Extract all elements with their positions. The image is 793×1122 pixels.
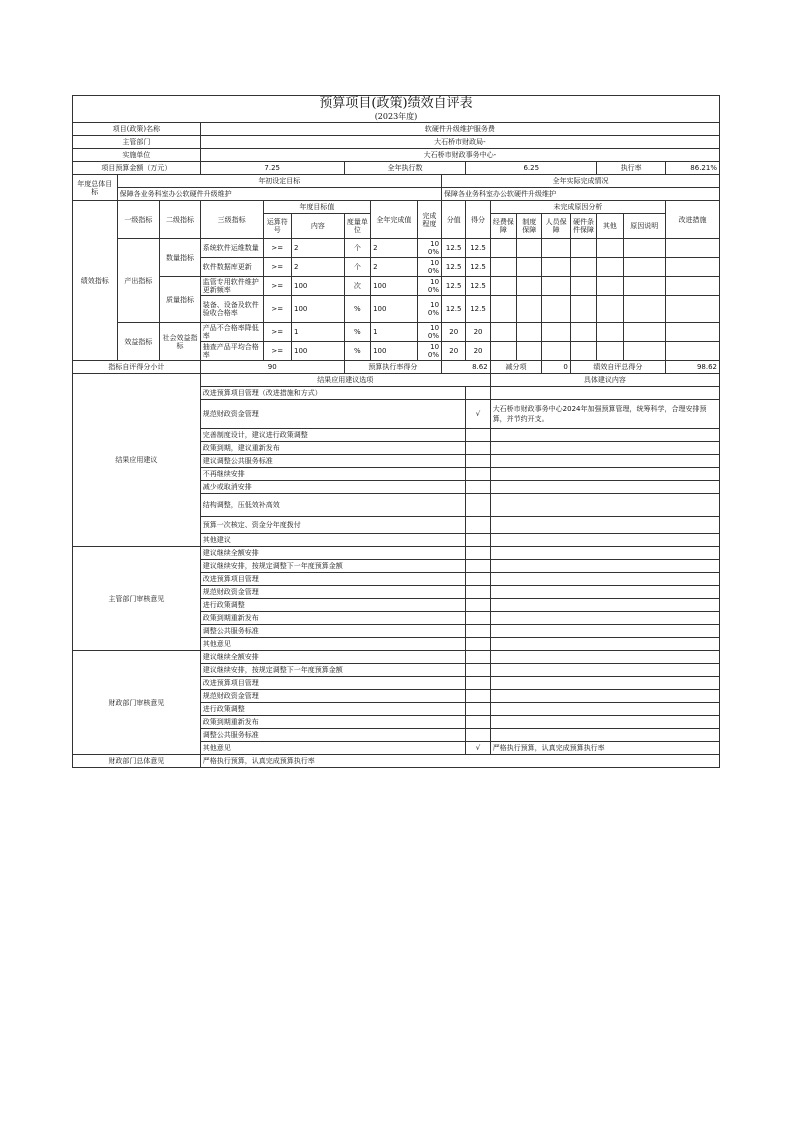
unit-value: 大石桥市财政事务中心- [200,149,719,162]
form-table [72,95,720,768]
empty-cell [542,277,570,296]
target-header: 年度目标值 [263,201,370,214]
indicator-score: 12.5 [442,296,466,323]
empty-cell [623,277,666,296]
result-option: 不再继续安排 [200,468,466,481]
empty-cell [623,296,666,323]
dept-review-option: 建议继续全额安排 [200,547,466,560]
dept-review-option: 建议继续安排，按规定调整下一年度预算金额 [200,560,466,573]
result-option: 政策到期，建议重新发布 [200,442,466,455]
budget-score-label: 预算执行率得分 [344,361,441,374]
result-note [490,455,719,468]
indicator-content: 1 [291,323,344,342]
empty-cell [666,239,720,258]
dept-review-option: 其他意见 [200,638,466,651]
result-check [466,455,490,468]
indicator-score: 12.5 [442,258,466,277]
result-note [490,442,719,455]
exec-label: 全年执行数 [344,162,466,175]
result-note [490,517,719,534]
reason-fund: 经费保障 [490,214,516,239]
goal-label: 年度总体目标 [73,175,118,201]
empty-cell [490,277,516,296]
indicator-name: 系统软件运维数量 [200,239,263,258]
dept-review-check [466,599,490,612]
empty-cell [666,323,720,342]
indicator-unit: % [344,342,370,361]
fin-review-label: 财政部门审核意见 [73,651,201,755]
rate-value: 86.21% [666,162,720,175]
empty-cell [597,296,623,323]
empty-cell [666,296,720,323]
project-name: 软硬件升级维护服务费 [200,123,719,136]
fin-review-check [466,664,490,677]
fin-review-option: 进行政策调整 [200,703,466,716]
perf-label: 绩效指标 [73,201,118,361]
indicator-done: 1 [371,323,418,342]
indicator-content: 2 [291,258,344,277]
fin-review-check: √ [466,742,490,755]
result-option: 规范财政资金管理 [200,400,466,429]
group-quality: 质量指标 [160,277,201,323]
indicator-op: >= [263,258,291,277]
empty-cell [666,277,720,296]
indicator-got: 12.5 [466,277,490,296]
result-note [490,494,719,517]
result-check [466,387,490,400]
dept-review-check [466,560,490,573]
dept-review-note [490,586,719,599]
empty-cell [517,323,542,342]
empty-cell [490,342,516,361]
overall-text: 严格执行预算，认真完成预算执行率 [200,755,719,768]
empty-cell [542,239,570,258]
reason-system: 制度保障 [517,214,542,239]
result-check [466,442,490,455]
indicator-degree: 100% [417,296,441,323]
indicator-unit: 个 [344,258,370,277]
indicator-name: 抽查产品平均合格率 [200,342,263,361]
empty-cell [490,296,516,323]
goal-actual-label: 全年实际完成情况 [442,175,720,188]
empty-cell [570,296,596,323]
fin-review-note: 严格执行预算，认真完成预算执行率 [490,742,719,755]
indicator-got: 12.5 [466,258,490,277]
result-note [490,534,719,547]
form-year: (2023年度) [374,112,418,121]
got-header: 得分 [466,201,490,239]
empty-cell [517,239,542,258]
dept-review-option: 政策到期重新发布 [200,612,466,625]
result-note [490,468,719,481]
empty-cell [542,296,570,323]
indicator-unit: 次 [344,277,370,296]
dept-review-label: 主管部门审核意见 [73,547,201,651]
fin-review-check [466,703,490,716]
fin-review-note [490,729,719,742]
indicator-score: 20 [442,342,466,361]
budget-label: 项目预算金额（万元） [73,162,201,175]
form-header [73,96,720,123]
budget-value: 7.25 [200,162,344,175]
level1-header: 一级指标 [117,201,160,239]
dept-review-note [490,560,719,573]
improve-header: 改进措施 [666,201,720,239]
indicator-got: 20 [466,323,490,342]
dept-review-note [490,638,719,651]
unit-header: 度量单位 [344,214,370,239]
empty-cell [570,239,596,258]
deduct-value: 0 [542,361,570,374]
fin-review-note [490,664,719,677]
fin-review-option: 调整公共服务标准 [200,729,466,742]
dept-review-check [466,547,490,560]
dept-review-option: 改进预算项目管理 [200,573,466,586]
indicator-done: 100 [371,296,418,323]
empty-cell [542,342,570,361]
fin-review-option: 规范财政资金管理 [200,690,466,703]
empty-cell [597,258,623,277]
project-name-label: 项目(政策)名称 [73,123,201,136]
result-check [466,481,490,494]
result-check [466,534,490,547]
dept-review-check [466,625,490,638]
empty-cell [490,239,516,258]
subtotal-label: 指标自评得分小计 [73,361,201,374]
indicator-got: 12.5 [466,239,490,258]
total-value: 98.62 [666,361,720,374]
empty-cell [597,342,623,361]
budget-score-value: 8.62 [442,361,491,374]
empty-cell [597,277,623,296]
level2-header: 二级指标 [160,201,201,239]
score-header: 分值 [442,201,466,239]
dept-review-option: 规范财政资金管理 [200,586,466,599]
result-option: 完善制度设计，建议进行政策调整 [200,429,466,442]
indicator-name: 装备、设备及软件验收合格率 [200,296,263,323]
reason-other: 其他 [597,214,623,239]
goal-initial-label: 年初设定目标 [117,175,441,188]
dept-review-note [490,612,719,625]
empty-cell [623,323,666,342]
reason-staff: 人员保障 [542,214,570,239]
indicator-op: >= [263,296,291,323]
indicator-degree: 100% [417,323,441,342]
total-label: 绩效自评总得分 [570,361,665,374]
fin-review-option: 政策到期重新发布 [200,716,466,729]
dept-review-note [490,625,719,638]
empty-cell [623,258,666,277]
dept-review-option: 调整公共服务标准 [200,625,466,638]
indicator-name: 产品不合格率降低率 [200,323,263,342]
dept-review-option: 进行政策调整 [200,599,466,612]
empty-cell [623,239,666,258]
indicator-unit: % [344,323,370,342]
group-quantity: 数量指标 [160,239,201,277]
empty-cell [570,342,596,361]
empty-cell [570,277,596,296]
result-note [490,387,719,400]
indicator-name: 监管专用软件维护更新频率 [200,277,263,296]
reason-note: 原因说明 [623,214,666,239]
dept-review-note [490,599,719,612]
result-check: √ [466,400,490,429]
fin-review-option: 建议继续安排，按规定调整下一年度预算金额 [200,664,466,677]
fin-review-note [490,651,719,664]
indicator-op: >= [263,342,291,361]
reason-hardware: 硬件条件保障 [570,214,596,239]
empty-cell [517,277,542,296]
goal-initial: 保障各业务科室办公软硬件升级维护 [117,188,441,201]
result-option: 预算一次核定、资金分年度拨付 [200,517,466,534]
content-header: 内容 [291,214,344,239]
empty-cell [623,342,666,361]
fin-review-note [490,677,719,690]
result-options-header: 结果应用建议选项 [200,374,490,387]
dept-review-note [490,573,719,586]
result-check [466,468,490,481]
indicator-unit: % [344,296,370,323]
result-option: 结构调整，压低效补高效 [200,494,466,517]
indicator-done: 100 [371,342,418,361]
result-check [466,517,490,534]
indicator-got: 20 [466,342,490,361]
result-note [490,429,719,442]
dept-label: 主管部门 [73,136,201,149]
dept-value: 大石桥市财政局- [200,136,719,149]
reason-header: 未完成原因分析 [490,201,665,214]
indicator-degree: 100% [417,239,441,258]
indicator-done: 2 [371,258,418,277]
empty-cell [517,342,542,361]
evaluation-form [72,95,720,768]
unit-label: 实施单位 [73,149,201,162]
empty-cell [490,258,516,277]
indicator-unit: 个 [344,239,370,258]
indicator-degree: 100% [417,277,441,296]
level3-header: 三级指标 [200,201,263,239]
dept-review-check [466,586,490,599]
indicator-score: 20 [442,323,466,342]
op-header: 运算符号 [263,214,291,239]
indicator-content: 100 [291,296,344,323]
result-option: 其他建议 [200,534,466,547]
exec-value: 6.25 [466,162,597,175]
empty-cell [517,296,542,323]
dept-review-check [466,638,490,651]
indicator-content: 100 [291,342,344,361]
form-title: 预算项目(政策)绩效自评表 [319,96,473,111]
fin-review-note [490,716,719,729]
rate-label: 执行率 [597,162,666,175]
empty-cell [570,323,596,342]
done-header: 全年完成值 [371,201,418,239]
dept-review-note [490,547,719,560]
deduct-label: 减分项 [490,361,542,374]
indicator-got: 12.5 [466,296,490,323]
indicator-name: 软件数据库更新 [200,258,263,277]
fin-review-check [466,651,490,664]
subtotal-value: 90 [200,361,344,374]
goal-actual: 保障各业务科室办公软硬件升级维护 [442,188,720,201]
empty-cell [542,258,570,277]
result-note [490,481,719,494]
indicator-content: 100 [291,277,344,296]
indicator-score: 12.5 [442,239,466,258]
empty-cell [666,258,720,277]
empty-cell [597,239,623,258]
group-output: 产出指标 [117,239,160,323]
fin-review-note [490,703,719,716]
result-note: 大石桥市财政事务中心2024年加强预算管理，统筹科学，合理安排预算，并节约开支。 [490,400,719,429]
result-option: 减少或取消安排 [200,481,466,494]
indicator-content: 2 [291,239,344,258]
indicator-score: 12.5 [442,277,466,296]
empty-cell [597,323,623,342]
empty-cell [517,258,542,277]
indicator-done: 2 [371,239,418,258]
result-check [466,494,490,517]
group-social: 社会效益指标 [160,323,201,361]
fin-review-check [466,677,490,690]
indicator-op: >= [263,277,291,296]
result-option: 改进预算项目管理（改进措施和方式） [200,387,466,400]
fin-review-option: 改进预算项目管理 [200,677,466,690]
empty-cell [490,323,516,342]
dept-review-check [466,573,490,586]
degree-header: 完成程度 [417,201,441,239]
result-detail-header: 具体建议内容 [490,374,719,387]
fin-review-option: 其他意见 [200,742,466,755]
overall-label: 财政部门总体意见 [73,755,201,768]
fin-review-check [466,690,490,703]
group-effect: 效益指标 [117,323,160,361]
dept-review-check [466,612,490,625]
fin-review-check [466,716,490,729]
empty-cell [570,258,596,277]
result-label: 结果应用建议 [73,374,201,547]
fin-review-option: 建议继续全额安排 [200,651,466,664]
indicator-done: 100 [371,277,418,296]
result-check [466,429,490,442]
fin-review-note [490,690,719,703]
indicator-op: >= [263,323,291,342]
fin-review-check [466,729,490,742]
indicator-degree: 100% [417,342,441,361]
indicator-degree: 100% [417,258,441,277]
indicator-op: >= [263,239,291,258]
empty-cell [542,323,570,342]
empty-cell [666,342,720,361]
result-option: 建议调整公共服务标准 [200,455,466,468]
